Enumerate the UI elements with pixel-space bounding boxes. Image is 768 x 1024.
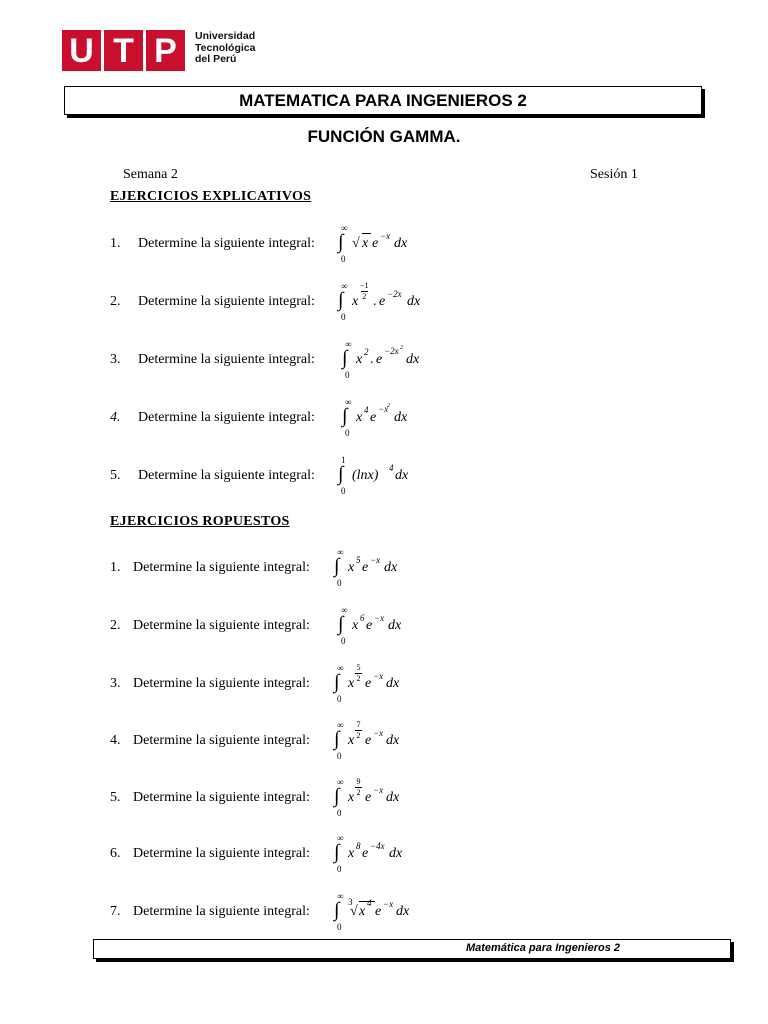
integral-formula: ∞ ∫ 0 x 4 e −x 2 dx (342, 397, 408, 438)
integral-formula: ∞ ∫ 0 x 8 e −4x dx (334, 833, 403, 874)
logo-text (195, 31, 255, 66)
integral-formula: ∞ ∫ 0 x 5 2 e −x dx (334, 663, 400, 704)
logo-line-2: Tecnológica (195, 41, 256, 54)
footer-text: Matemática para Ingenieros 2 (465, 942, 620, 954)
document-title-box (64, 86, 702, 115)
exercise-text: Determine la siguiente integral: (133, 904, 310, 919)
exercise-text: Determine la siguiente integral: (133, 846, 310, 861)
document-title: MATEMATICA PARA INGENIEROS 2 (239, 90, 527, 110)
session-label: Sesión 1 (590, 167, 638, 182)
exercise-text: Determine la siguiente integral: (133, 618, 310, 633)
exercise-number: 5. (110, 468, 121, 483)
integral-formula: ∞ ∫ 0 x 7 2 e −x dx (334, 720, 400, 761)
footer-box (93, 939, 731, 959)
exercise-number: 5. (110, 790, 121, 805)
integral-formula: ∞ ∫ 0 x 9 2 e −x dx (334, 777, 400, 818)
logo-letter-p: P (146, 30, 185, 71)
exercise-text: Determine la siguiente integral: (138, 236, 315, 251)
exercise-number: 6. (110, 846, 121, 861)
integral-formula: 1 ∫ 0 (lnx) 4 dx (338, 455, 409, 496)
logo-line-3: del Perú (195, 53, 237, 65)
integral-formula: ∞ ∫ 0 x 2 . e −2x 2 dx (342, 339, 420, 380)
exercise-text: Determine la siguiente integral: (138, 352, 315, 367)
logo-letter-t: T (104, 30, 143, 71)
integral-formula: ∞ ∫ 0 3 √ x 4 e −x dx (334, 891, 410, 932)
exercise-number: 4. (110, 410, 121, 425)
week-label: Semana 2 (123, 167, 178, 182)
exercise-number: 2. (110, 294, 121, 309)
logo-line-1: Universidad (195, 30, 256, 42)
exercise-text: Determine la siguiente integral: (138, 294, 315, 309)
exercise-number: 1. (110, 560, 121, 575)
exercise-number: 3. (110, 676, 121, 691)
exercise-number: 2. (110, 618, 121, 633)
exercise-number: 4. (110, 733, 121, 748)
logo-letter-u: U (62, 30, 101, 71)
exercise-text: Determine la siguiente integral: (133, 733, 310, 748)
exercise-text: Determine la siguiente integral: (133, 676, 310, 691)
exercise-text: Determine la siguiente integral: (138, 410, 315, 425)
exercise-text: Determine la siguiente integral: (133, 560, 310, 575)
exercise-text: Determine la siguiente integral: (133, 790, 310, 805)
exercise-number: 3. (110, 352, 121, 367)
integral-formula: ∞ ∫ 0 x −1 2 . e −2x dx (338, 281, 421, 322)
section-heading-propuestos: EJERCICIOS ROPUESTOS (110, 514, 290, 529)
integral-formula: ∞ ∫ 0 √ x e −x dx (338, 223, 408, 264)
integral-formula: ∞ ∫ 0 x 5 e −x dx (334, 547, 398, 588)
exercise-number: 1. (110, 236, 121, 251)
document-subtitle: FUNCIÓN GAMMA. (307, 127, 461, 146)
exercise-number: 7. (110, 904, 121, 919)
section-heading-explicativos: EJERCICIOS EXPLICATIVOS (110, 189, 312, 204)
exercise-text: Determine la siguiente integral: (138, 468, 315, 483)
integral-formula: ∞ ∫ 0 x 6 e −x dx (338, 605, 402, 646)
